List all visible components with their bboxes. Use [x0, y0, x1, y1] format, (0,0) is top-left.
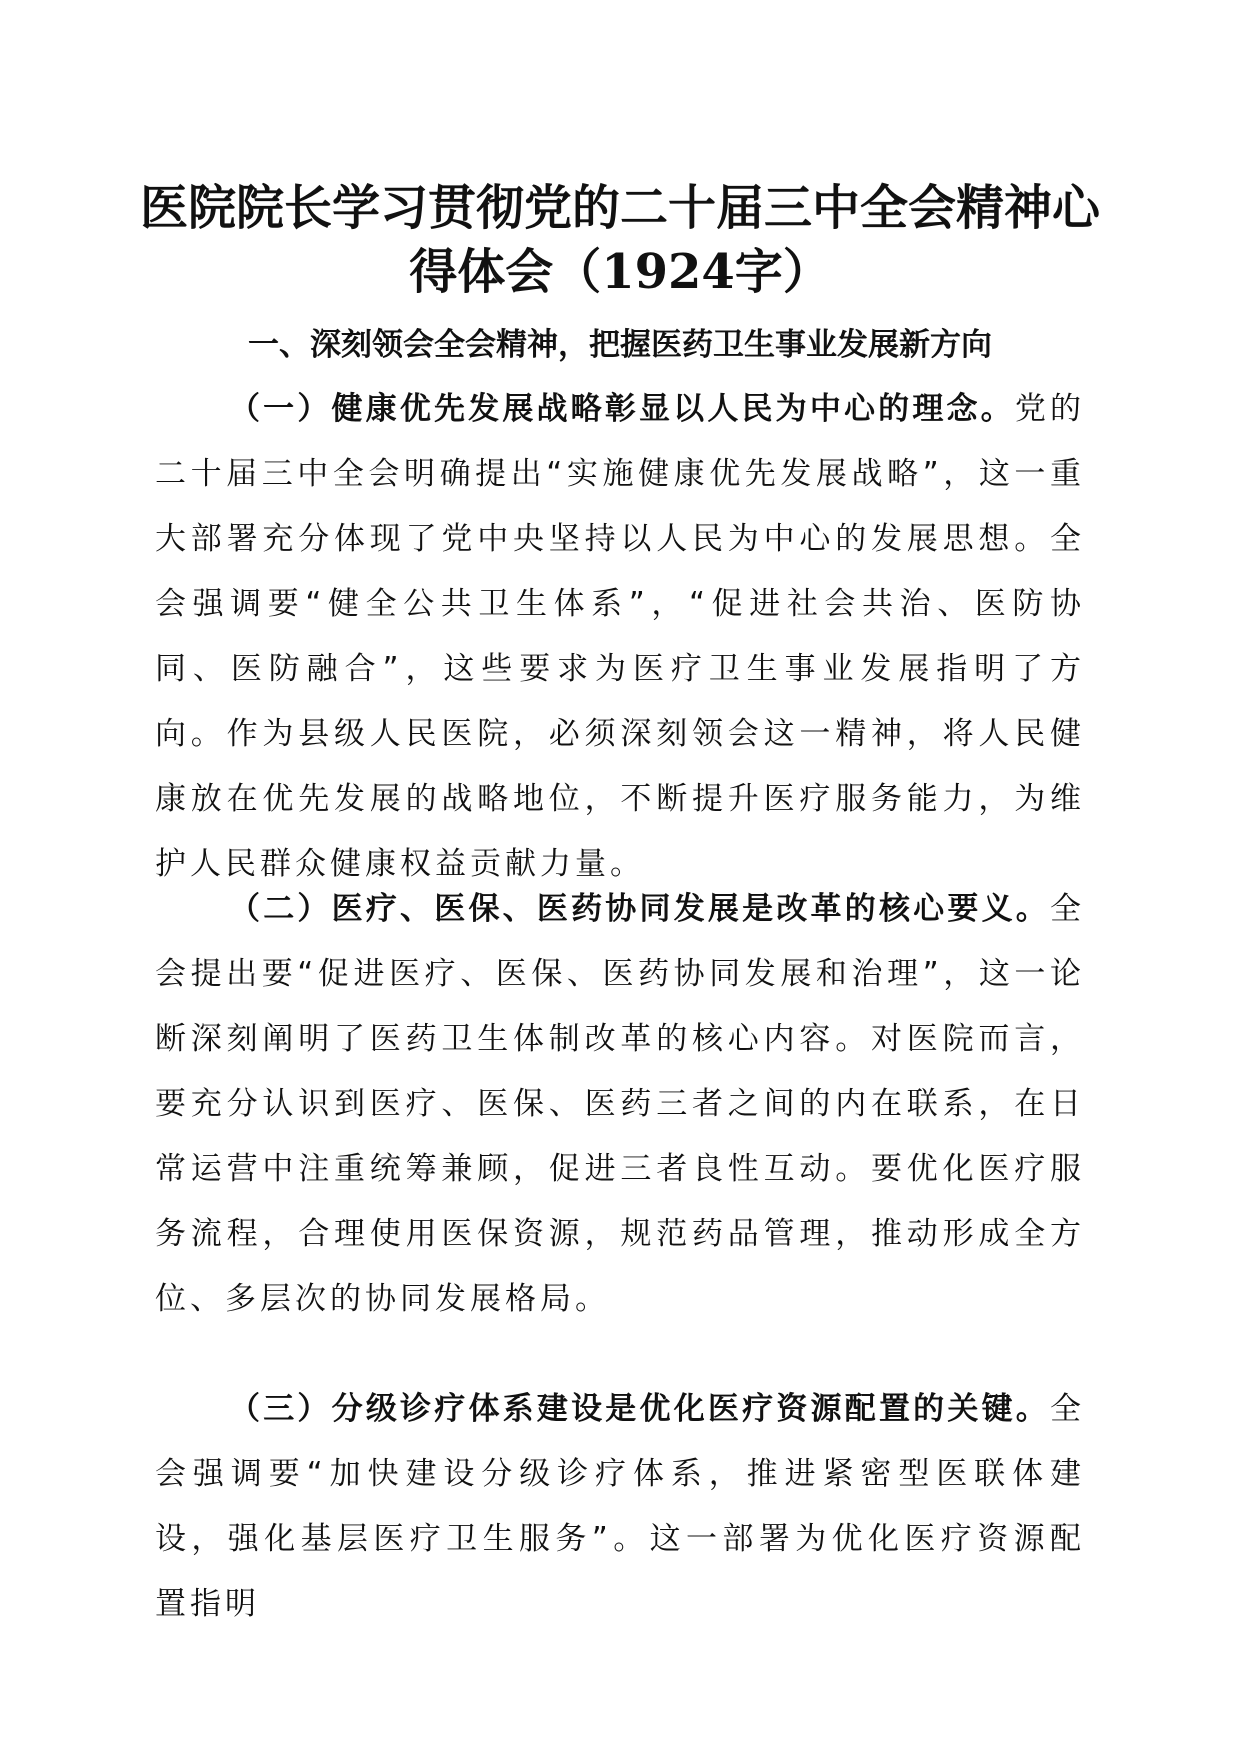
paragraph-text: 党的二十届三中全会明确提出“实施健康优先发展战略”，这一重大部署充分体现了党中央坚持以人民为中心的发展思想。全会强调要“健全公共卫生体系”，“促进社会共治、医防协同、医防融合”，这些要求为医疗卫生事业发展指明了方向。作为县级人民医院，必须深刻领会这一精神，将人民健康放在优先发展的战略地位，不断提升医疗服务能力，为维护人民群众健康权益贡献力量。 [155, 391, 1086, 882]
title-line-1: 医院院长学习贯彻党的二十届三中全会精神心 [139, 180, 1100, 236]
paragraph-3 [155, 1377, 1085, 1637]
paragraph-lead: （三）分级诊疗体系建设是优化医疗资源配置的关键。 [229, 1391, 1050, 1427]
paragraph-2 [155, 877, 1085, 1332]
paragraph-1 [155, 377, 1085, 897]
paragraph-lead: （二）医疗、医保、医药协同发展是改革的核心要义。 [229, 891, 1050, 927]
title-line-2: 得体会（1924字） [409, 244, 831, 300]
paragraph-text: 全会强调要“加快建设分级诊疗体系，推进紧密型医联体建设，强化基层医疗卫生服务”。这一部署为优化医疗资源配置指明 [155, 1391, 1085, 1622]
paragraph-text: 全会提出要“促进医疗、医保、医药协同发展和治理”，这一论断深刻阐明了医药卫生体制改革的核心内容。对医院而言，要充分认识到医疗、医保、医药三者之间的内在联系，在日常运营中注重统筹兼顾，促进三者良性互动。要优化医疗服务流程，合理使用医保资源，规范药品管理，推动形成全方位、多层次的协同发展格局。 [155, 891, 1085, 1317]
section-heading: 一、深刻领会全会精神，把握医药卫生事业发展新方向 [248, 327, 992, 363]
paragraph-lead: （一）健康优先发展战略彰显以人民为中心的理念。 [229, 391, 1015, 427]
document-title [100, 176, 1140, 304]
